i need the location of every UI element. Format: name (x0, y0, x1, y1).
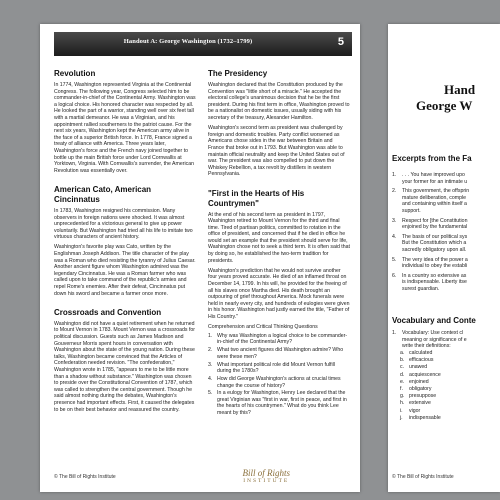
list-item: 5. The very idea of the power a individual to obey the establi (392, 256, 468, 270)
page-header (54, 32, 352, 56)
copyright-footer: © The Bill of Rights Institute (54, 474, 116, 480)
paragraph: Washington did not have a quiet retirement when he returned to Mount Vernon in 1783. Mount Vernon was a crossroads for political discussion. Guests such as James Madison and Gouverneur Morris spent hours in conversation with Washington about the state of the young nation. During these talks, Washington became convinced that the Articles of Confederation needed revision. "The confederation," Washington wrote in 1785, "appears to me to be little more than a shadow without substance." Washington was chosen to preside over the Constitutional Convention of 1787, which was called to strengthen the central government. Though he said almost nothing during the debates, Washington's presence had important effects. First, it caused the delegates to be on their best behavior and reassured the country. (54, 320, 196, 413)
excerpts-list (392, 172, 496, 296)
handout-title: Hand George W (416, 82, 476, 113)
list-item: e. enjoined (400, 378, 429, 385)
section-heading-first-in-hearts: "First in the Hearts of His Countrymen" (208, 188, 305, 208)
next-handout-page (388, 24, 500, 492)
section-heading-vocabulary: Vocabulary and Conte (392, 316, 476, 325)
left-column (54, 66, 196, 417)
list-item: 1. . . . You have improved upo your former for an intimate u (392, 172, 468, 185)
paragraph: In 1783, Washington resigned his commission. Many observers in foreign nations were shocked. It was almost unprecedented for a victorious general to give up power voluntarily. But Washington had tried all his life to imitate two virtuous characters of ancient history. (54, 207, 193, 241)
list-item: 2. What two ancient figures did Washington admire? Who were these men? (208, 347, 344, 360)
list-item: c. unawed (400, 364, 428, 371)
questions-heading: Comprehension and Critical Thinking Questions (208, 324, 318, 331)
list-item: 1. Why was Washington a logical choice to be commander-in-chief of the Continental Army? (208, 332, 348, 346)
section-heading-excerpts: Excerpts from the Fa (392, 154, 472, 163)
list-item: d. acquiescence (400, 371, 441, 378)
vocab-word-list (400, 350, 496, 422)
list-item: 3. Respect for [the Constitution enjoined by the fundamental (392, 217, 468, 231)
list-item: 4. The basis of our political sys But the Constitution which a sacredly obligatory upon all. (392, 233, 468, 253)
section-heading-cato: American Cato, American Cincinnatus (54, 184, 152, 204)
list-item: 6. In a country so extensive as is indispensable. Liberty itse surest guardian. (392, 272, 467, 292)
list-item: 2. This government, the offsprin mature deliberation, comple and containing within itself a support. (392, 188, 470, 214)
section-heading-presidency: The Presidency (208, 69, 268, 78)
paragraph: Washington's favorite play was Cato, written by the Englishman Joseph Addison. The title character of the play was a Roman who died resisting the tyranny of Julius Caesar. Another ancient figure whom Washington admired was the legendary Cincinnatus. He was a Roman farmer who was called upon to take command of the republic's armies and repel Rome's enemies. After their defeat, Cincinnatus put down his sword and became a farmer once more. (54, 244, 196, 297)
right-column (208, 66, 350, 418)
list-item: 4. How did George Washington's actions at crucial times change the course of history? (208, 375, 341, 389)
paragraph: In 1774, Washington represented Virginia at the Continental Congress. The following year, Congress selected him to be commander-in-chief of the Continental Army. Washington was a logical choice. His honored character was respected by all. He looked the part of a warrior, standing well over six feet tall with a martial demeanor. He was a Virginian, and his appointment rallied southerners to the patriot cause. For the next six years, Washington kept the American army alive in the face of a superior British force. In 1778, France signed a treaty of alliance with America. Three years later, Washington's force and the French navy joined together to bottle up the main British force under Lord Cornwallis at Yorktown, Virginia. With Cornwallis's surrender, the American Revolution was essentially over. (54, 82, 196, 174)
list-item: 5. In a eulogy for Washington, Henry Lee declared that the great Virginian was "first in war, first in peace, and first in the hearts of his countrymen." What do you think Lee meant by this? (208, 390, 347, 417)
list-item: i. vigor (400, 407, 421, 414)
list-item: 1. Vocabulary: Use context cl meaning or significance of e write their definitions: (392, 330, 467, 350)
paragraph: Washington's second term as president was challenged by foreign and domestic troubles. Party conflict worsened as Americans chose sides in the war between Britain and France that broke out in 1793. But Washington was able to maintain official neutrality and keep the United States out of war. The president was also compelled to put down the Whiskey Rebellion, a tax revolt by distillers in western Pennsylvania. (208, 125, 345, 178)
page-number: 5 (337, 36, 344, 48)
paragraph: At the end of his second term as president in 1797, Washington retired to Mount Vernon for the third and final time. Tired of partisan politics, committed to rotation in the office of president, and concerned that if he died in office he would set an example that the president should serve for life, Washington chose not to seek a third term. It is often said that by doing so, he established the two-term tradition for presidents. (208, 211, 350, 264)
handout-title: Handout A: George Washington (1732–1799) (123, 38, 253, 45)
list-item: f. obligatory (400, 386, 432, 393)
paragraph: Washington's prediction that he would not survive another four years proved accurate. He died of an inflamed throat on December 14, 1799. In his will, he provided for the freeing of all his slaves once Martha died. His death brought an outpouring of grief throughout America. Mock funerals were held in nearly every city, and hundreds of eulogies were given in his honor. Washington had justly earned the title, "Father of His Country." (208, 267, 350, 320)
list-item: g. presuppose (400, 393, 437, 400)
list-item: j. indispensable (400, 414, 441, 421)
list-item: a. calculated (400, 350, 433, 356)
copyright-footer: © The Bill of Rights Institute (392, 474, 454, 480)
list-item: h. extensive (400, 400, 431, 407)
section-heading-crossroads: Crossroads and Convention (54, 307, 162, 317)
vocab-instructions (392, 330, 496, 350)
handout-page (40, 24, 360, 492)
section-heading-revolution: Revolution (54, 69, 96, 78)
paragraph: Washington declared that the Constitution produced by the Convention was "little short of a miracle." He accepted the electoral college's unanimous decision that he be the first president. During his first term in office, Washington proved to be a nationalist on domestic issues, usually siding with his secretary of the treasury, Alexander Hamilton. (208, 82, 350, 121)
questions-list (208, 333, 350, 417)
list-item: b. efficacious (400, 357, 434, 364)
institute-logo: Bill of Rights INSTITUTE (242, 468, 290, 484)
list-item: 3. What important political role did Mount Vernon fulfill during the 1780s? (208, 361, 335, 375)
